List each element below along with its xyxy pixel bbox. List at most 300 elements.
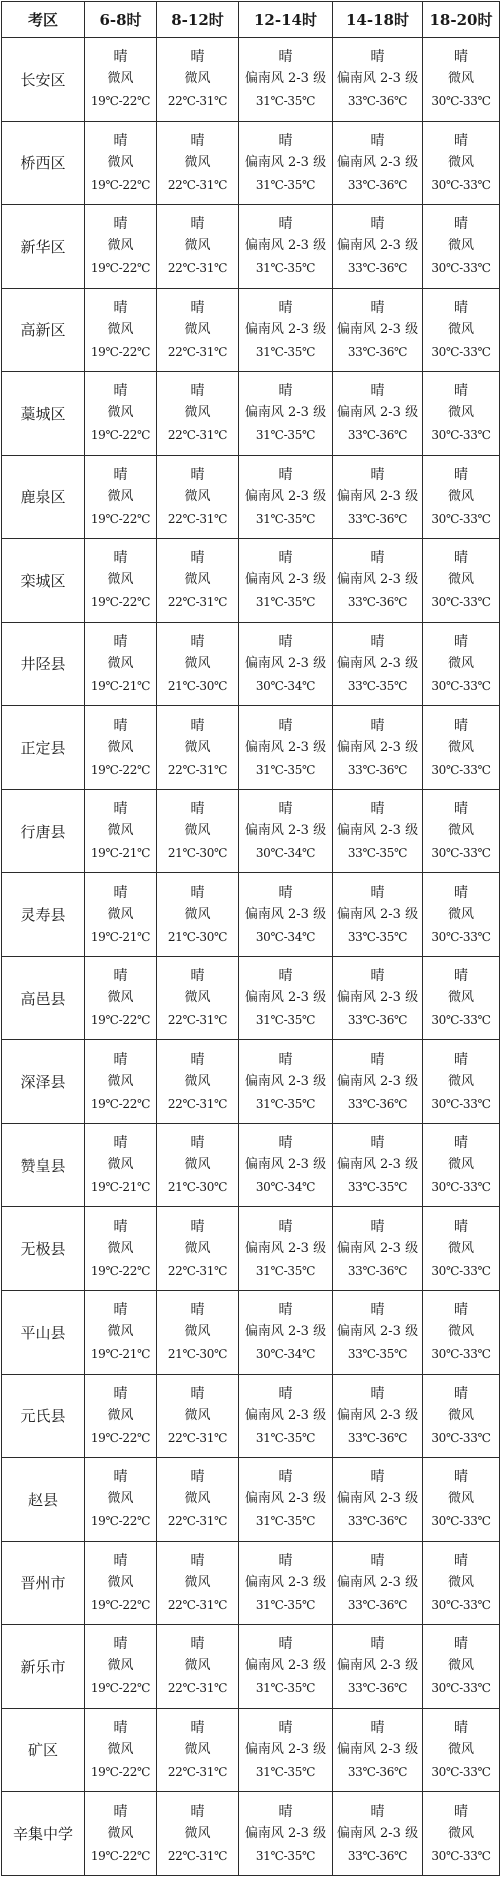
forecast-cell-6-8 xyxy=(85,1541,157,1625)
weather-text: 晴 xyxy=(190,1803,205,1820)
temperature-range: 19℃-22℃ xyxy=(90,1681,151,1696)
forecast-cell-12-14 xyxy=(239,1458,333,1542)
weather-text: 晴 xyxy=(190,1302,205,1319)
weather-text: 晴 xyxy=(370,717,385,734)
forecast-cell-6-8 xyxy=(85,372,157,456)
wind-text: 偏南风 2-3 级 xyxy=(336,655,419,671)
weather-text: 晴 xyxy=(278,1135,293,1152)
forecast-cell-8-12 xyxy=(157,1792,239,1876)
wind-text: 偏南风 2-3 级 xyxy=(244,238,327,254)
temperature-range: 21℃-30℃ xyxy=(167,1180,228,1195)
forecast-cell-14-18 xyxy=(333,1040,423,1124)
forecast-cell-8-12 xyxy=(157,873,239,957)
table-row xyxy=(2,288,500,372)
wind-text: 偏南风 2-3 级 xyxy=(336,1658,419,1674)
forecast-cell-14-18 xyxy=(333,1374,423,1458)
wind-text: 微风 xyxy=(107,1574,134,1590)
forecast-cell-12-14 xyxy=(239,1374,333,1458)
weather-text: 晴 xyxy=(278,216,293,233)
weather-text: 晴 xyxy=(370,466,385,483)
forecast-cell-14-18 xyxy=(333,1541,423,1625)
wind-text: 偏南风 2-3 级 xyxy=(336,1324,419,1340)
temperature-range: 33℃-36℃ xyxy=(347,1764,408,1779)
weather-text: 晴 xyxy=(454,1385,468,1402)
weather-text: 晴 xyxy=(278,633,293,650)
forecast-cell-18-20 xyxy=(423,1625,500,1709)
temperature-range: 31℃-35℃ xyxy=(255,1848,316,1863)
district-name: 平山县 xyxy=(2,1290,85,1374)
temperature-range: 19℃-22℃ xyxy=(90,261,151,276)
district-name: 井陉县 xyxy=(2,622,85,706)
weather-text: 晴 xyxy=(454,132,468,149)
temperature-range: 30℃-34℃ xyxy=(255,846,316,861)
temperature-range: 30℃-33℃ xyxy=(431,678,491,693)
weather-text: 晴 xyxy=(190,550,205,567)
table-row xyxy=(2,38,500,122)
temperature-range: 19℃-21℃ xyxy=(90,846,151,861)
weather-text: 晴 xyxy=(278,968,293,985)
wind-text: 偏南风 2-3 级 xyxy=(336,1073,419,1089)
temperature-range: 30℃-33℃ xyxy=(431,1764,491,1779)
district-name: 鹿泉区 xyxy=(2,455,85,539)
header-8-12: 8-12时 xyxy=(157,2,239,38)
temperature-range: 22℃-31℃ xyxy=(167,1013,228,1028)
temperature-range: 19℃-21℃ xyxy=(90,929,151,944)
forecast-cell-8-12 xyxy=(157,288,239,372)
weather-text: 晴 xyxy=(190,132,205,149)
forecast-cell-12-14 xyxy=(239,372,333,456)
wind-text: 偏南风 2-3 级 xyxy=(336,488,419,504)
wind-text: 偏南风 2-3 级 xyxy=(244,71,327,87)
weather-text: 晴 xyxy=(454,49,468,66)
temperature-range: 22℃-31℃ xyxy=(167,511,228,526)
temperature-range: 22℃-31℃ xyxy=(167,1764,228,1779)
table-row xyxy=(2,121,500,205)
weather-text: 晴 xyxy=(278,801,293,818)
header-12-14: 12-14时 xyxy=(239,2,333,38)
wind-text: 微风 xyxy=(184,71,211,87)
wind-text: 微风 xyxy=(184,321,211,337)
weather-text: 晴 xyxy=(370,1552,385,1569)
temperature-range: 19℃-22℃ xyxy=(90,1848,151,1863)
forecast-cell-6-8 xyxy=(85,38,157,122)
weather-text: 晴 xyxy=(113,884,128,901)
wind-text: 微风 xyxy=(447,488,474,504)
forecast-cell-18-20 xyxy=(423,1374,500,1458)
temperature-range: 19℃-22℃ xyxy=(90,595,151,610)
temperature-range: 31℃-35℃ xyxy=(255,177,316,192)
weather-text: 晴 xyxy=(370,299,385,316)
forecast-cell-18-20 xyxy=(423,1040,500,1124)
wind-text: 微风 xyxy=(447,572,474,588)
weather-text: 晴 xyxy=(190,49,205,66)
temperature-range: 33℃-35℃ xyxy=(347,929,408,944)
temperature-range: 33℃-35℃ xyxy=(347,846,408,861)
weather-text: 晴 xyxy=(190,466,205,483)
wind-text: 微风 xyxy=(184,1407,211,1423)
weather-text: 晴 xyxy=(454,466,468,483)
wind-text: 微风 xyxy=(184,405,211,421)
weather-text: 晴 xyxy=(278,550,293,567)
temperature-range: 21℃-30℃ xyxy=(167,929,228,944)
forecast-cell-8-12 xyxy=(157,622,239,706)
forecast-cell-14-18 xyxy=(333,1625,423,1709)
temperature-range: 22℃-31℃ xyxy=(167,1430,228,1445)
wind-text: 微风 xyxy=(184,1658,211,1674)
temperature-range: 30℃-33℃ xyxy=(431,1597,491,1612)
forecast-cell-6-8 xyxy=(85,622,157,706)
temperature-range: 30℃-33℃ xyxy=(431,1180,491,1195)
wind-text: 偏南风 2-3 级 xyxy=(244,1658,327,1674)
temperature-range: 31℃-35℃ xyxy=(255,1681,316,1696)
weather-text: 晴 xyxy=(454,299,468,316)
forecast-cell-12-14 xyxy=(239,288,333,372)
temperature-range: 33℃-36℃ xyxy=(347,1597,408,1612)
table-row xyxy=(2,1458,500,1542)
wind-text: 微风 xyxy=(447,1324,474,1340)
temperature-range: 30℃-34℃ xyxy=(255,678,316,693)
weather-text: 晴 xyxy=(113,1302,128,1319)
wind-text: 微风 xyxy=(184,823,211,839)
wind-text: 偏南风 2-3 级 xyxy=(244,823,327,839)
forecast-cell-8-12 xyxy=(157,1541,239,1625)
weather-text: 晴 xyxy=(454,216,468,233)
forecast-cell-14-18 xyxy=(333,622,423,706)
weather-text: 晴 xyxy=(190,1552,205,1569)
temperature-range: 31℃-35℃ xyxy=(255,595,316,610)
forecast-cell-18-20 xyxy=(423,789,500,873)
weather-text: 晴 xyxy=(190,383,205,400)
weather-text: 晴 xyxy=(454,968,468,985)
table-row xyxy=(2,205,500,289)
weather-text: 晴 xyxy=(454,1636,468,1653)
district-name: 灵寿县 xyxy=(2,873,85,957)
forecast-cell-8-12 xyxy=(157,205,239,289)
forecast-cell-8-12 xyxy=(157,38,239,122)
forecast-cell-6-8 xyxy=(85,1123,157,1207)
wind-text: 偏南风 2-3 级 xyxy=(244,1157,327,1173)
district-name: 长安区 xyxy=(2,38,85,122)
forecast-cell-18-20 xyxy=(423,121,500,205)
temperature-range: 33℃-36℃ xyxy=(347,1848,408,1863)
weather-text: 晴 xyxy=(370,49,385,66)
weather-text: 晴 xyxy=(278,1302,293,1319)
forecast-cell-12-14 xyxy=(239,1290,333,1374)
weather-text: 晴 xyxy=(370,1636,385,1653)
table-row xyxy=(2,873,500,957)
wind-text: 偏南风 2-3 级 xyxy=(336,1741,419,1757)
wind-text: 微风 xyxy=(107,1240,134,1256)
forecast-cell-14-18 xyxy=(333,205,423,289)
table-row xyxy=(2,372,500,456)
temperature-range: 33℃-36℃ xyxy=(347,1096,408,1111)
weather-text: 晴 xyxy=(113,550,128,567)
weather-text: 晴 xyxy=(190,884,205,901)
district-name: 新乐市 xyxy=(2,1625,85,1709)
wind-text: 微风 xyxy=(447,238,474,254)
wind-text: 微风 xyxy=(107,1741,134,1757)
weather-text: 晴 xyxy=(454,1552,468,1569)
temperature-range: 22℃-31℃ xyxy=(167,1514,228,1529)
temperature-range: 30℃-34℃ xyxy=(255,1180,316,1195)
weather-text: 晴 xyxy=(113,1218,128,1235)
wind-text: 偏南风 2-3 级 xyxy=(244,1741,327,1757)
header-18-20: 18-20时 xyxy=(423,2,500,38)
weather-text: 晴 xyxy=(113,1135,128,1152)
forecast-cell-8-12 xyxy=(157,789,239,873)
weather-text: 晴 xyxy=(370,216,385,233)
forecast-cell-8-12 xyxy=(157,372,239,456)
forecast-cell-18-20 xyxy=(423,1290,500,1374)
wind-text: 微风 xyxy=(447,990,474,1006)
forecast-cell-14-18 xyxy=(333,956,423,1040)
weather-text: 晴 xyxy=(190,717,205,734)
wind-text: 偏南风 2-3 级 xyxy=(244,1491,327,1507)
temperature-range: 30℃-33℃ xyxy=(431,1096,491,1111)
district-name: 栾城区 xyxy=(2,539,85,623)
district-name: 高新区 xyxy=(2,288,85,372)
temperature-range: 30℃-33℃ xyxy=(431,595,491,610)
wind-text: 微风 xyxy=(107,655,134,671)
weather-text: 晴 xyxy=(278,884,293,901)
wind-text: 微风 xyxy=(184,1157,211,1173)
wind-text: 微风 xyxy=(447,1574,474,1590)
forecast-cell-8-12 xyxy=(157,1374,239,1458)
temperature-range: 31℃-35℃ xyxy=(255,428,316,443)
temperature-range: 33℃-36℃ xyxy=(347,1681,408,1696)
forecast-cell-12-14 xyxy=(239,622,333,706)
weather-text: 晴 xyxy=(278,299,293,316)
forecast-cell-6-8 xyxy=(85,1792,157,1876)
forecast-cell-18-20 xyxy=(423,873,500,957)
temperature-range: 30℃-33℃ xyxy=(431,1013,491,1028)
weather-text: 晴 xyxy=(370,1218,385,1235)
wind-text: 偏南风 2-3 级 xyxy=(244,906,327,922)
district-name: 正定县 xyxy=(2,706,85,790)
weather-text: 晴 xyxy=(190,1719,205,1736)
forecast-cell-18-20 xyxy=(423,622,500,706)
forecast-cell-14-18 xyxy=(333,1207,423,1291)
wind-text: 偏南风 2-3 级 xyxy=(336,71,419,87)
forecast-cell-14-18 xyxy=(333,539,423,623)
district-name: 高邑县 xyxy=(2,956,85,1040)
temperature-range: 31℃-35℃ xyxy=(255,1764,316,1779)
temperature-range: 30℃-33℃ xyxy=(431,261,491,276)
wind-text: 偏南风 2-3 级 xyxy=(336,823,419,839)
weather-text: 晴 xyxy=(370,1803,385,1820)
forecast-cell-12-14 xyxy=(239,121,333,205)
table-row xyxy=(2,1625,500,1709)
temperature-range: 31℃-35℃ xyxy=(255,261,316,276)
weather-text: 晴 xyxy=(454,633,468,650)
temperature-range: 33℃-36℃ xyxy=(347,1013,408,1028)
temperature-range: 22℃-31℃ xyxy=(167,261,228,276)
forecast-cell-14-18 xyxy=(333,288,423,372)
forecast-cell-18-20 xyxy=(423,455,500,539)
forecast-cell-6-8 xyxy=(85,789,157,873)
forecast-cell-8-12 xyxy=(157,1123,239,1207)
table-row xyxy=(2,1792,500,1876)
temperature-range: 30℃-33℃ xyxy=(431,1430,491,1445)
weather-text: 晴 xyxy=(278,1803,293,1820)
forecast-cell-6-8 xyxy=(85,1708,157,1792)
weather-text: 晴 xyxy=(278,383,293,400)
weather-text: 晴 xyxy=(370,633,385,650)
weather-text: 晴 xyxy=(190,1469,205,1486)
district-name: 赵县 xyxy=(2,1458,85,1542)
district-name: 辛集中学 xyxy=(2,1792,85,1876)
header-6-8: 6-8时 xyxy=(85,2,157,38)
wind-text: 微风 xyxy=(447,906,474,922)
temperature-range: 30℃-33℃ xyxy=(431,177,491,192)
forecast-cell-6-8 xyxy=(85,539,157,623)
wind-text: 微风 xyxy=(184,1324,211,1340)
forecast-cell-12-14 xyxy=(239,1207,333,1291)
wind-text: 微风 xyxy=(447,823,474,839)
wind-text: 微风 xyxy=(447,405,474,421)
district-name: 无极县 xyxy=(2,1207,85,1291)
wind-text: 偏南风 2-3 级 xyxy=(336,990,419,1006)
wind-text: 偏南风 2-3 级 xyxy=(244,154,327,170)
weather-text: 晴 xyxy=(278,1385,293,1402)
temperature-range: 22℃-31℃ xyxy=(167,1681,228,1696)
temperature-range: 30℃-33℃ xyxy=(431,1681,491,1696)
forecast-cell-6-8 xyxy=(85,1040,157,1124)
forecast-cell-12-14 xyxy=(239,1040,333,1124)
wind-text: 微风 xyxy=(447,71,474,87)
temperature-range: 30℃-33℃ xyxy=(431,428,491,443)
forecast-cell-18-20 xyxy=(423,1792,500,1876)
forecast-cell-12-14 xyxy=(239,1792,333,1876)
temperature-range: 33℃-35℃ xyxy=(347,1347,408,1362)
weather-text: 晴 xyxy=(113,383,128,400)
weather-text: 晴 xyxy=(454,1302,468,1319)
forecast-cell-8-12 xyxy=(157,1458,239,1542)
weather-text: 晴 xyxy=(113,801,128,818)
temperature-range: 19℃-22℃ xyxy=(90,1597,151,1612)
table-row xyxy=(2,1374,500,1458)
forecast-cell-14-18 xyxy=(333,706,423,790)
weather-text: 晴 xyxy=(190,801,205,818)
temperature-range: 19℃-22℃ xyxy=(90,511,151,526)
temperature-range: 31℃-35℃ xyxy=(255,344,316,359)
forecast-cell-6-8 xyxy=(85,288,157,372)
forecast-cell-8-12 xyxy=(157,1708,239,1792)
temperature-range: 30℃-33℃ xyxy=(431,1848,491,1863)
temperature-range: 33℃-35℃ xyxy=(347,678,408,693)
weather-text: 晴 xyxy=(113,49,128,66)
district-name: 新华区 xyxy=(2,205,85,289)
forecast-cell-12-14 xyxy=(239,455,333,539)
wind-text: 偏南风 2-3 级 xyxy=(336,1825,419,1841)
wind-text: 微风 xyxy=(107,1407,134,1423)
forecast-cell-8-12 xyxy=(157,455,239,539)
temperature-range: 19℃-22℃ xyxy=(90,762,151,777)
temperature-range: 31℃-35℃ xyxy=(255,1013,316,1028)
weather-text: 晴 xyxy=(454,1218,468,1235)
weather-text: 晴 xyxy=(113,216,128,233)
table-row xyxy=(2,789,500,873)
wind-text: 偏南风 2-3 级 xyxy=(244,655,327,671)
temperature-range: 19℃-22℃ xyxy=(90,1514,151,1529)
wind-text: 微风 xyxy=(184,990,211,1006)
temperature-range: 30℃-33℃ xyxy=(431,344,491,359)
forecast-cell-18-20 xyxy=(423,205,500,289)
weather-text: 晴 xyxy=(113,1636,128,1653)
forecast-cell-14-18 xyxy=(333,372,423,456)
forecast-cell-6-8 xyxy=(85,455,157,539)
wind-text: 偏南风 2-3 级 xyxy=(244,321,327,337)
weather-text: 晴 xyxy=(113,1469,128,1486)
temperature-range: 19℃-22℃ xyxy=(90,1096,151,1111)
wind-text: 微风 xyxy=(184,1825,211,1841)
forecast-cell-18-20 xyxy=(423,1458,500,1542)
table-row xyxy=(2,539,500,623)
temperature-range: 19℃-22℃ xyxy=(90,1430,151,1445)
wind-text: 微风 xyxy=(447,739,474,755)
forecast-cell-12-14 xyxy=(239,38,333,122)
forecast-cell-12-14 xyxy=(239,873,333,957)
weather-text: 晴 xyxy=(113,968,128,985)
temperature-range: 30℃-33℃ xyxy=(431,511,491,526)
weather-text: 晴 xyxy=(113,633,128,650)
temperature-range: 31℃-35℃ xyxy=(255,511,316,526)
temperature-range: 19℃-22℃ xyxy=(90,177,151,192)
temperature-range: 22℃-31℃ xyxy=(167,1096,228,1111)
wind-text: 微风 xyxy=(184,1741,211,1757)
forecast-cell-14-18 xyxy=(333,1290,423,1374)
forecast-cell-14-18 xyxy=(333,1123,423,1207)
temperature-range: 33℃-36℃ xyxy=(347,177,408,192)
wind-text: 微风 xyxy=(184,1574,211,1590)
temperature-range: 31℃-35℃ xyxy=(255,1597,316,1612)
weather-text: 晴 xyxy=(370,383,385,400)
wind-text: 微风 xyxy=(107,238,134,254)
weather-text: 晴 xyxy=(190,1385,205,1402)
weather-text: 晴 xyxy=(370,884,385,901)
district-name: 行唐县 xyxy=(2,789,85,873)
weather-text: 晴 xyxy=(190,1135,205,1152)
temperature-range: 22℃-31℃ xyxy=(167,94,228,109)
forecast-cell-6-8 xyxy=(85,706,157,790)
forecast-cell-12-14 xyxy=(239,789,333,873)
forecast-cell-12-14 xyxy=(239,1625,333,1709)
weather-text: 晴 xyxy=(454,550,468,567)
wind-text: 偏南风 2-3 级 xyxy=(336,238,419,254)
forecast-cell-18-20 xyxy=(423,1207,500,1291)
weather-text: 晴 xyxy=(454,383,468,400)
forecast-cell-12-14 xyxy=(239,539,333,623)
weather-text: 晴 xyxy=(278,466,293,483)
weather-text: 晴 xyxy=(278,717,293,734)
forecast-cell-6-8 xyxy=(85,205,157,289)
wind-text: 微风 xyxy=(107,1825,134,1841)
district-name: 深泽县 xyxy=(2,1040,85,1124)
table-row xyxy=(2,956,500,1040)
forecast-cell-18-20 xyxy=(423,956,500,1040)
weather-text: 晴 xyxy=(278,1636,293,1653)
weather-text: 晴 xyxy=(370,1469,385,1486)
temperature-range: 31℃-35℃ xyxy=(255,94,316,109)
forecast-cell-6-8 xyxy=(85,1290,157,1374)
weather-text: 晴 xyxy=(278,1051,293,1068)
temperature-range: 30℃-33℃ xyxy=(431,1514,491,1529)
weather-text: 晴 xyxy=(454,801,468,818)
weather-text: 晴 xyxy=(190,1636,205,1653)
weather-text: 晴 xyxy=(190,1218,205,1235)
wind-text: 微风 xyxy=(447,1658,474,1674)
forecast-cell-8-12 xyxy=(157,1040,239,1124)
